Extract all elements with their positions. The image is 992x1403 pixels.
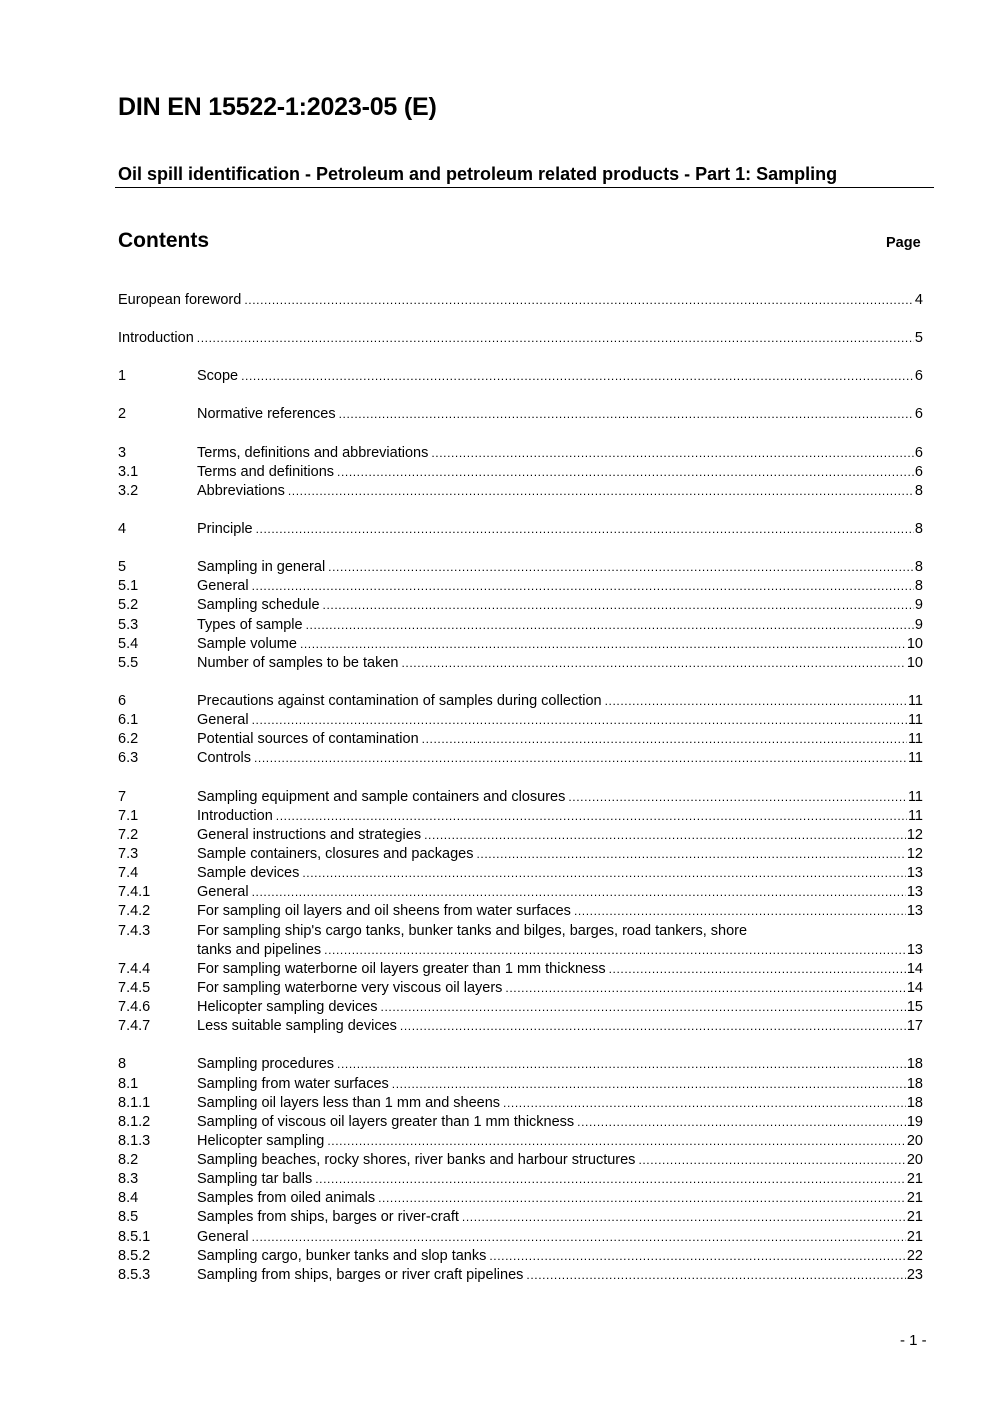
toc-page-number: 13 [906,865,923,882]
toc-entry[interactable] [118,520,923,539]
toc-leader-dots [605,692,907,711]
page-number: - 1 - [900,1332,927,1349]
toc-leader-dots [337,1055,906,1074]
toc-entry-title: Number of samples to be taken [197,654,399,671]
toc-entry[interactable] [118,711,923,730]
toc-page-number: 11 [907,712,923,729]
toc-leader-dots [241,367,914,386]
toc-entry-title: Less suitable sampling devices [197,1018,397,1035]
toc-page-number: 8 [914,578,923,595]
toc-entry[interactable] [118,788,923,807]
toc-page-number: 20 [906,1152,923,1169]
toc-entry-title: Principle [197,520,253,537]
toc-section-number: 7.4.6 [118,999,151,1016]
toc-leader-dots [300,635,906,654]
toc-entry[interactable] [118,1113,923,1132]
toc-entry[interactable] [118,463,923,482]
toc-leader-dots [424,826,906,845]
toc-entry[interactable] [118,922,923,941]
toc-entry-title: For sampling oil layers and oil sheens from water surfaces [197,903,571,920]
toc-leader-dots [315,1170,906,1189]
toc-leader-dots [244,291,914,310]
toc-section-number: 7.4 [118,865,139,882]
toc-page-number: 21 [906,1171,923,1188]
toc-entry[interactable] [118,482,923,501]
toc-entry[interactable] [118,730,923,749]
toc-leader-dots [252,883,906,902]
toc-entry[interactable] [118,864,923,883]
toc-page-number: 6 [914,406,923,423]
toc-leader-dots [503,1094,906,1113]
toc-entry[interactable] [118,596,923,615]
toc-page-number: 4 [914,292,923,308]
toc-page-number: 9 [914,616,923,633]
toc-leader-dots [252,577,914,596]
toc-leader-dots [462,1208,906,1227]
toc-section-number: 1 [118,368,127,385]
toc-page-number: 11 [907,731,923,748]
toc-leader-dots [197,329,914,348]
toc-page-number: 18 [906,1056,923,1073]
toc-entry-title: Sampling from ships, barges or river craft pipelines [197,1266,524,1283]
toc-leader-dots [276,807,907,826]
toc-section-number: 8.1 [118,1075,139,1092]
toc-page-number: 18 [906,1094,923,1111]
toc-leader-dots [252,711,907,730]
toc-page-number: 21 [906,1228,923,1245]
toc-page-number: 11 [907,807,923,824]
toc-entry-title: General [197,578,249,595]
toc-entry[interactable] [118,558,923,577]
toc-leader-dots [400,1017,906,1036]
toc-leader-dots [328,558,914,577]
toc-section-number: 5.3 [118,616,139,633]
toc-leader-dots [306,616,914,635]
toc-section-number: 7.4.4 [118,960,151,977]
toc-section-number: 2 [118,406,127,423]
toc-entry-title: Controls [197,750,251,767]
toc-section-number: 5 [118,559,127,576]
toc-section-number: 6.1 [118,712,139,729]
toc-entry[interactable] [118,1094,923,1113]
toc-page-number: 14 [906,979,923,996]
toc-section-number: 8.2 [118,1152,139,1169]
toc-section-number: 7.1 [118,807,139,824]
toc-entry-title: Terms and definitions [197,463,335,480]
toc-leader-dots [378,1189,906,1208]
document-id: DIN EN 15522-1:2023-05 (E) [118,93,437,121]
toc-section-number: 8.5 [118,1209,139,1226]
toc-leader-dots [339,405,914,424]
toc-entry-title: Potential sources of contamination [197,731,419,748]
toc-entry-title: Terms, definitions and abbreviations [197,444,429,461]
toc-entry-title: General [197,1228,249,1245]
toc-page-number: 10 [906,654,923,671]
title-underline [115,187,934,188]
toc-entry[interactable] [118,635,923,654]
toc-leader-dots [422,730,907,749]
toc-section-number: 7.3 [118,845,139,862]
toc-page-number: 11 [907,692,923,709]
toc-entry-title: Sampling procedures [197,1056,335,1073]
toc-section-number: 7.4.5 [118,979,151,996]
toc-section-number: 8.3 [118,1171,139,1188]
toc-entry-title: Sampling equipment and sample containers and closures [197,788,566,805]
table-of-contents [118,291,923,1285]
toc-entry-title: Samples from ships, barges or river-craft [197,1209,459,1226]
toc-section-number: 8.5.2 [118,1247,151,1264]
toc-section-number: 7.4.2 [118,903,151,920]
toc-page-number: 12 [906,826,923,843]
toc-leader-dots [574,902,906,921]
toc-section-number: 6.2 [118,731,139,748]
toc-entry[interactable] [118,1132,923,1151]
toc-entry-title: Sampling tar balls [197,1171,313,1188]
toc-page-number: 17 [906,1018,923,1035]
toc-page-number: 14 [906,960,923,977]
toc-entry[interactable] [118,692,923,711]
contents-heading: Contents [118,229,209,252]
toc-leader-dots [638,1151,905,1170]
toc-entry-title: Abbreviations [197,482,285,499]
toc-leader-dots [505,979,905,998]
toc-entry-title: Helicopter sampling [197,1132,325,1149]
toc-entry[interactable] [118,1075,923,1094]
toc-section-number: 7.4.1 [118,884,151,901]
toc-section-number: 5.4 [118,635,139,652]
toc-page-number: 13 [906,903,923,920]
toc-entry[interactable] [118,826,923,845]
toc-entry-title: Sampling cargo, bunker tanks and slop tanks [197,1247,487,1264]
toc-entry[interactable] [118,883,923,902]
toc-entry-title: Precautions against contamination of samples during collection [197,692,602,709]
toc-entry-title: Introduction [197,807,273,824]
toc-section-number: 8.1.1 [118,1094,151,1111]
toc-entry[interactable] [118,979,923,998]
toc-entry-title: General [197,884,249,901]
toc-leader-dots [256,520,914,539]
toc-leader-dots [568,788,907,807]
toc-page-number: 21 [906,1190,923,1207]
toc-entry[interactable] [118,1228,923,1247]
toc-page-number: 19 [906,1113,923,1130]
toc-page-number: 13 [906,941,923,958]
toc-entry[interactable] [118,1055,923,1074]
toc-leader-dots [402,654,906,673]
toc-leader-dots [254,749,907,768]
toc-entry-title: General [197,712,249,729]
toc-entry-title: For sampling waterborne oil layers greater than 1 mm thickness [197,960,606,977]
toc-entry[interactable] [118,577,923,596]
toc-page-number: 8 [914,559,923,576]
toc-section-number: 5.5 [118,654,139,671]
toc-entry-title: Samples from oiled animals [197,1190,376,1207]
toc-entry[interactable] [118,329,923,348]
toc-entry[interactable] [118,367,923,386]
toc-entry[interactable] [118,1189,923,1208]
toc-entry[interactable] [118,654,923,673]
toc-entry[interactable] [118,1017,923,1036]
toc-leader-dots [609,960,906,979]
toc-entry-title: European foreword [118,292,242,308]
toc-page-number: 11 [907,750,923,767]
toc-section-number: 7.4.3 [118,922,151,939]
toc-leader-dots [526,1266,905,1285]
toc-entry[interactable] [118,1170,923,1189]
toc-page-number: 21 [906,1209,923,1226]
toc-entry[interactable] [118,749,923,768]
toc-entry[interactable] [118,1151,923,1170]
toc-leader-dots [252,1228,906,1247]
toc-entry[interactable] [118,807,923,826]
toc-section-number: 6 [118,692,127,709]
toc-section-number: 8.4 [118,1190,139,1207]
toc-entry[interactable] [118,941,923,960]
toc-section-number: 5.2 [118,597,139,614]
toc-page-number: 9 [914,597,923,614]
toc-entry[interactable] [118,902,923,921]
document-subtitle: Oil spill identification - Petroleum and petroleum related products - Part 1: Sampling [118,164,838,184]
toc-entry-title: For sampling ship's cargo tanks, bunker tanks and bilges, barges, road tankers, shore [197,922,748,939]
toc-entry[interactable] [118,1266,923,1285]
toc-leader-dots [324,941,906,960]
toc-leader-dots [337,463,914,482]
toc-page-number: 22 [906,1247,923,1264]
toc-page-number: 20 [906,1132,923,1149]
toc-section-number: 3 [118,444,127,461]
toc-entry[interactable] [118,291,923,310]
toc-entry-title: Sampling beaches, rocky shores, river banks and harbour structures [197,1152,636,1169]
toc-entry-title: For sampling waterborne very viscous oil layers [197,979,503,996]
toc-page-number: 6 [914,368,923,385]
toc-section-number: 8.5.3 [118,1266,151,1283]
toc-entry-title: tanks and pipelines [197,941,322,958]
toc-leader-dots [431,444,914,463]
toc-page-number: 6 [914,463,923,480]
toc-page-number: 5 [914,330,923,347]
toc-entry[interactable] [118,960,923,979]
toc-entry-title: Sampling in general [197,559,326,576]
toc-entry-title: General instructions and strategies [197,826,422,843]
toc-entry[interactable] [118,1208,923,1227]
toc-leader-dots [476,845,905,864]
toc-section-number: 6.3 [118,750,139,767]
toc-page-number: 12 [906,845,923,862]
toc-leader-dots [577,1113,906,1132]
toc-leader-dots [288,482,914,501]
toc-section-number: 8 [118,1056,127,1073]
toc-entry[interactable] [118,405,923,424]
toc-entry[interactable] [118,616,923,635]
toc-section-number: 4 [118,520,127,537]
toc-entry-title: Normative references [197,406,336,423]
toc-section-number: 5.1 [118,578,139,595]
toc-section-number: 8.5.1 [118,1228,151,1245]
toc-entry[interactable] [118,998,923,1017]
toc-leader-dots [323,596,914,615]
toc-entry[interactable] [118,444,923,463]
toc-section-number: 7.2 [118,826,139,843]
toc-entry-title: Sampling of viscous oil layers greater than 1 mm thickness [197,1113,575,1130]
toc-entry[interactable] [118,1247,923,1266]
toc-leader-dots [381,998,906,1017]
toc-page-number: 8 [914,520,923,537]
toc-entry-title: Types of sample [197,616,303,633]
toc-leader-dots [302,864,906,883]
toc-page-number: 13 [906,884,923,901]
toc-entry-title: Sample devices [197,865,300,882]
toc-section-number: 8.1.2 [118,1113,151,1130]
toc-section-number: 7.4.7 [118,1018,151,1035]
toc-page-number: 18 [906,1075,923,1092]
toc-entry-title: Helicopter sampling devices [197,999,378,1016]
toc-entry-title: Sampling oil layers less than 1 mm and sheens [197,1094,501,1111]
toc-section-number: 8.1.3 [118,1132,151,1149]
toc-page-number: 15 [906,999,923,1016]
toc-entry-title: Sampling from water surfaces [197,1075,389,1092]
toc-entry-title: Sampling schedule [197,597,320,614]
toc-entry[interactable] [118,845,923,864]
toc-page-number: 11 [907,788,923,805]
toc-leader-dots [489,1247,905,1266]
toc-entry-title: Scope [197,368,239,385]
page-column-label: Page [886,235,921,251]
toc-section-number: 3.2 [118,482,139,499]
toc-page-number: 23 [906,1266,923,1283]
toc-entry-title: Sample volume [197,635,297,652]
toc-page-number: 10 [906,635,923,652]
toc-leader-dots [327,1132,906,1151]
toc-section-number: 3.1 [118,463,139,480]
toc-entry-title: Sample containers, closures and packages [197,845,474,862]
toc-section-number: 7 [118,788,127,805]
toc-page-number: 8 [914,482,923,499]
toc-entry-title: Introduction [118,330,194,347]
toc-page-number: 6 [914,444,923,461]
toc-leader-dots [392,1075,906,1094]
